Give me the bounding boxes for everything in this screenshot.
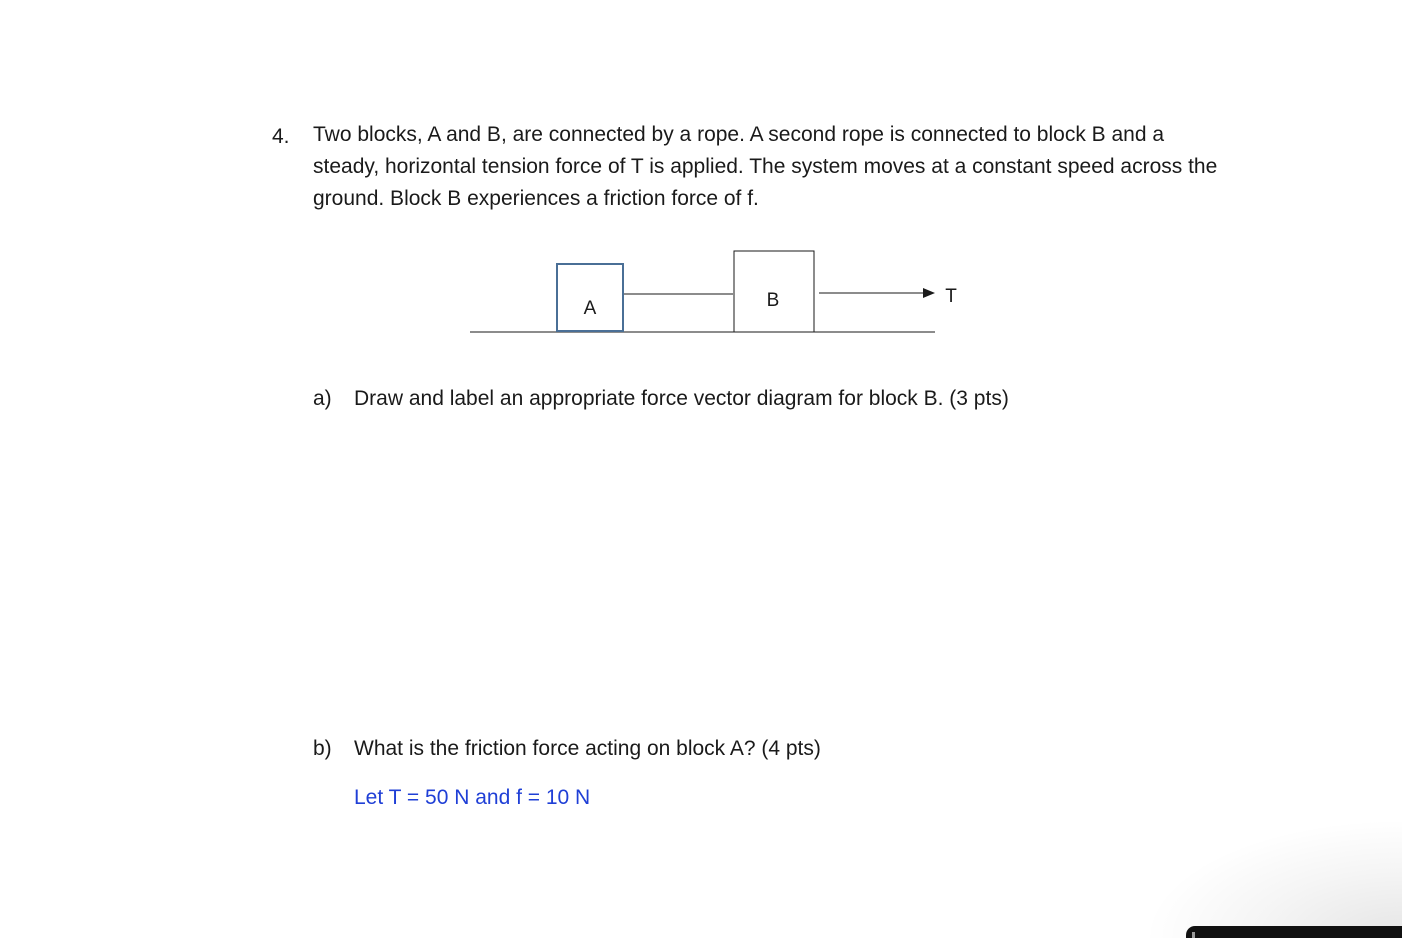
- corner-shadow: [1142, 818, 1402, 938]
- dock-edge: [1186, 926, 1402, 938]
- tension-label: T: [945, 286, 957, 307]
- part-a-text: Draw and label an appropriate force vector diagram for block B. (3 pts): [354, 387, 1009, 410]
- part-b-text: What is the friction force acting on block A? (4 pts): [354, 737, 821, 760]
- question-text: [313, 119, 1303, 215]
- dock-edge-mark: [1192, 932, 1195, 938]
- block-b-label: B: [766, 290, 780, 311]
- part-b-letter: b): [313, 737, 332, 760]
- question-line: ground. Block B experiences a friction force of f.: [313, 187, 759, 210]
- part-a-letter: a): [313, 387, 332, 410]
- question-number: 4.: [272, 125, 290, 148]
- block-a-label: A: [583, 298, 597, 319]
- blocks-diagram: [460, 240, 980, 350]
- question-line: steady, horizontal tension force of T is applied. The system moves at a constant speed across the: [313, 155, 1218, 178]
- tension-arrowhead: [923, 288, 935, 298]
- question-line: Two blocks, A and B, are connected by a rope. A second rope is connected to block B and a: [313, 123, 1165, 146]
- given-values: Let T = 50 N and f = 10 N: [354, 786, 591, 809]
